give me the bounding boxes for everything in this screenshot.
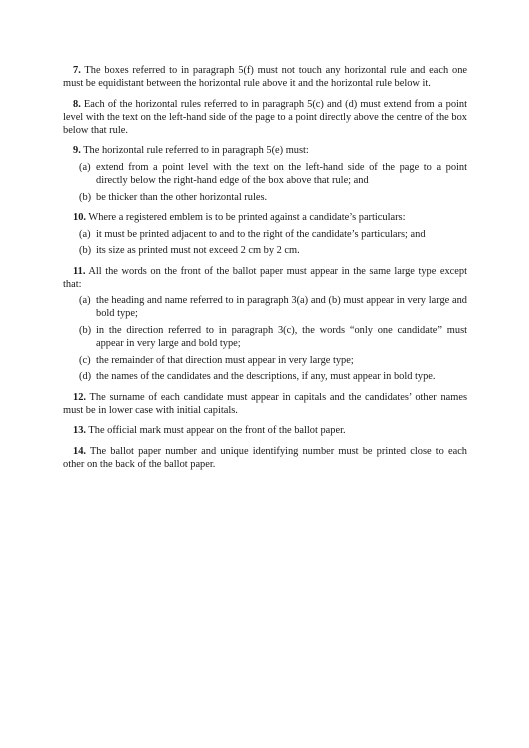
paragraph-number: 11. — [73, 265, 86, 277]
paragraph-12 — [63, 391, 467, 417]
paragraph-text: Each of the horizontal rules referred to in paragraph 5(c) and (d) must extend from a point level with the text on the left-hand side of the page to a point directly above the centre of the box below that rule. — [63, 98, 467, 136]
paragraph-11 — [63, 265, 467, 291]
paragraph-number: 7. — [73, 65, 81, 76]
paragraph-10 — [63, 211, 467, 224]
list-item-label: (b) — [79, 245, 92, 257]
list-item — [63, 354, 467, 367]
paragraph-text: All the words on the front of the ballot paper must appear in the same large type except that: — [63, 265, 467, 290]
paragraph-text: The surname of each candidate must appear in capitals and the candidates’ other names must be in lower case with initial capitals. — [63, 391, 467, 416]
paragraph-text: The official mark must appear on the front of the ballot paper. — [86, 425, 346, 437]
list-item-label: (a) — [79, 228, 91, 240]
list-item-text: the names of the candidates and the descriptions, if any, must appear in bold type. — [96, 371, 436, 383]
paragraph-9-list — [63, 161, 467, 204]
paragraph-number: 8. — [73, 98, 81, 110]
paragraph-number: 13. — [73, 425, 86, 437]
list-item-label: (b) — [79, 191, 92, 203]
list-item-text: the heading and name referred to in paragraph 3(a) and (b) must appear in very large and bold type; — [96, 295, 467, 320]
list-item-text: be thicker than the other horizontal rules. — [96, 191, 268, 203]
list-item — [63, 294, 467, 320]
paragraph-text: Where a registered emblem is to be printed against a candidate’s particulars: — [86, 212, 406, 224]
paragraph-11-list — [63, 294, 467, 383]
paragraph-10-list — [63, 228, 467, 258]
paragraph-7 — [63, 64, 467, 90]
list-item-label: (b) — [79, 325, 92, 337]
list-item-text: its size as printed must not exceed 2 cm by 2 cm. — [96, 245, 300, 257]
list-item-label: (a) — [79, 161, 91, 173]
list-item-label: (c) — [79, 354, 91, 366]
paragraph-text: The horizontal rule referred to in paragraph 5(e) must: — [80, 145, 309, 157]
paragraph-14 — [63, 445, 467, 471]
list-item — [63, 191, 467, 204]
list-item-label: (d) — [79, 371, 92, 383]
list-item — [63, 244, 467, 257]
list-item — [63, 228, 467, 241]
paragraph-8 — [63, 98, 467, 137]
paragraph-text: The ballot paper number and unique identifying number must be printed close to each other on the back of the ballot paper. — [63, 445, 467, 470]
paragraph-13 — [63, 424, 467, 437]
list-item-text: extend from a point level with the text on the left-hand side of the page to a point directly below the right-hand edge of the box above that rule; and — [96, 161, 467, 186]
list-item — [63, 161, 467, 187]
paragraph-text: The boxes referred to in paragraph 5(f) must not touch any horizontal rule and each one must be equidistant between the horizontal rule above it and the horizontal rule below it. — [63, 65, 467, 90]
list-item-text: the remainder of that direction must appear in very large type; — [96, 354, 354, 366]
paragraph-number: 9. — [73, 145, 81, 157]
list-item-label: (a) — [79, 295, 91, 307]
list-item-text: it must be printed adjacent to and to the right of the candidate’s particulars; and — [96, 228, 426, 240]
paragraph-number: 14. — [73, 445, 86, 457]
list-item-text: in the direction referred to in paragraph 3(c), the words “only one candidate” must appear in very large and bold type; — [96, 325, 467, 350]
list-item — [63, 324, 467, 350]
paragraph-number: 10. — [73, 212, 86, 224]
paragraph-9 — [63, 144, 467, 157]
document-body — [63, 64, 467, 478]
list-item — [63, 370, 467, 383]
paragraph-number: 12. — [73, 391, 86, 403]
